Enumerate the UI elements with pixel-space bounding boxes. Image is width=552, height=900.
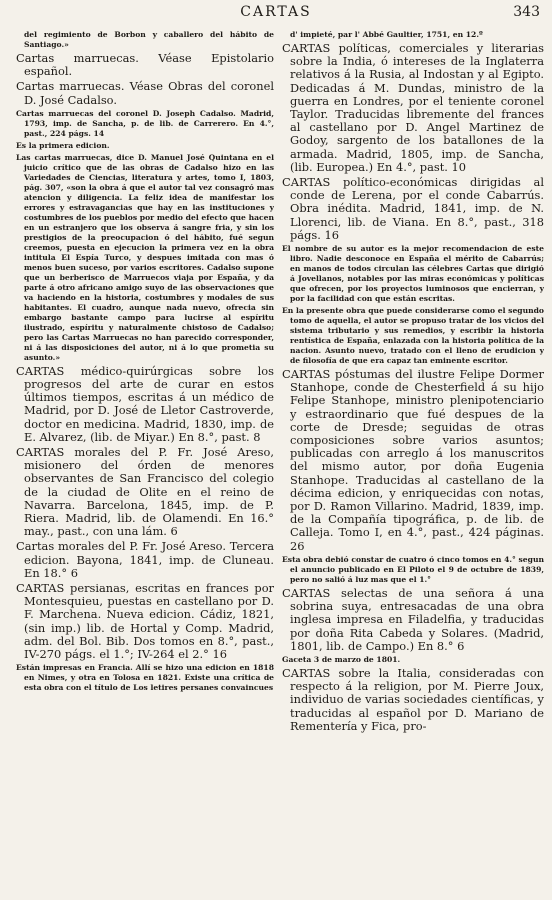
- page-number: 343: [513, 4, 540, 20]
- catalog-entry: CARTAS médico-quirúrgicas sobre los progresos del arte de curar en estos últimos tiempos, escritas á un médico de Madrid, por D. José de Lletor Castroverde, doctor en medicina. Madrid, 1830, imp. de E. Alvarez, (lib. de Miyar.) En 8.°, past. 8: [16, 363, 274, 444]
- left-column: [16, 30, 274, 892]
- catalog-note: Están impresas en Francia. Allí se hizo una edicion en 1818 en Nimes, y otra en Tolosa en 1821. Existe una crítica de esta obra con el título de Los letires persanes convaincues: [16, 663, 274, 693]
- catalog-note: Esta obra debió constar de cuatro ó cinco tomos en 4.° segun el anuncio publicado en El Piloto el 9 de octubre de 1839, pero no salió á luz mas que el 1.°: [282, 554, 544, 584]
- catalog-entry: Cartas marruecas. Véase Epistolario español.: [16, 51, 274, 79]
- catalog-entry: CARTAS políticas, comerciales y literarias sobre la India, ó intereses de la Inglaterra relativos á la Rusia, al Indostan y al Egipto. Dedicadas á M. Dundas, ministro de la guerra en Londres, por el teniente coronel Taylor. Traducidas libremente del frances al castellano por D. Angel Martinez de Godoy, sargento de los batallones de la armada. Madrid, 1805, imp. de Sancha, (lib. Europea.) En 4.°, past. 10: [282, 41, 544, 174]
- catalog-entry: CARTAS morales del P. Fr. José Areso, misionero del órden de menores observantes de San Francisco del colegio de la ciudad de Olite en el reino de Navarra. Barcelona, 1845, imp. de P. Riera. Madrid, lib. de Olamendi. En 16.° may., past., con una lám. 6: [16, 445, 274, 539]
- page-header: [0, 4, 552, 28]
- catalog-note: Es la primera edicion.: [16, 140, 110, 150]
- catalog-entry: Cartas morales del P. Fr. José Areso. Tercera edicion. Bayona, 1841, imp. de Cluneau. En 18.° 6: [16, 539, 274, 580]
- catalog-entry: CARTAS persianas, escritas en frances por Montesquieu, puestas en castellano por D. F. Marchena. Nueva edicion. Cádiz, 1821, (sin imp.) lib. de Hortal y Comp. Madrid, adm. del Bol. Bib. Dos tomos en 8.°, past., IV-270 págs. el 1.°; IV-264 el 2.° 16: [16, 581, 274, 662]
- catalog-note: Gaceta 3 de marzo de 1801.: [282, 654, 401, 664]
- catalog-note: Cartas marruecas del coronel D. Joseph Cadalso. Madrid, 1793, imp. de Sancha, p. de lib. de Carrerero. En 4.°, past., 224 págs. 14: [16, 108, 274, 138]
- catalog-note: El nombre de su autor es la mejor recomendacion de este libro. Nadie desconoce en España el mérito de Cabarrús; en manos de todos circulan las célebres Cartas que dirigió á Jovellanos, notables por las miras económicas y políticas que ofrecen, por los proyectos luminosos que encierran, y por la facilidad con que están escritas.: [282, 244, 544, 304]
- catalog-entry: CARTAS político-económicas dirigidas al conde de Lerena, por el conde Cabarrús. Obra inédita. Madrid, 1841, imp. de N. Llorenci, lib. de Viana. En 8.°, past., 318 págs. 16: [282, 175, 544, 242]
- catalog-entry: CARTAS selectas de una señora á una sobrina suya, entresacadas de una obra inglesa impresa en Filadelfia, y traducidas por doña Rita Cabeda y Solares. (Madrid, 1801, lib. de Campo.) En 8.° 6: [282, 585, 544, 653]
- catalog-entry: del regimiento de Borbon y caballero del hábito de Santiago.»: [24, 30, 274, 49]
- catalog-entry: CARTAS póstumas del ilustre Felipe Dormer Stanhope, conde de Chesterfield á su hijo Felipe Stanhope, ministro plenipotenciario y estraordinario que fué despues de la corte de Dresde; seguidas de otras composiciones sobre varios asuntos; publicadas con arreglo á los manuscritos del mismo autor, por doña Eugenia Stanhope. Traducidas al castellano de la décima edicion, y enriquecidas con notas, por D. Ramon Villarino. Madrid, 1839, imp. de la Compañía tipográfica, p. de lib. de Calleja. Tomo I, en 4.°, past., 424 páginas. 26: [282, 367, 544, 553]
- catalog-entry: CARTAS sobre la Italia, consideradas con respecto á la religion, por M. Pierre Joux, individuo de varias sociedades científicas, y traducidas al español por D. Mariano de Rementería y Fica, pro-: [282, 665, 544, 733]
- catalog-note: Las cartas marruecas, dice D. Manuel José Quintana en el juicio crítico que de las obras de Cadalso hizo en las Variedades de Ciencias, literatura y artes, tomo I, 1803, pág. 307, «son la obra á que el autor tal vez consagró mas atencion y diligencia. La feliz idea de manifestar los errores y estravagancias que hay en las instituciones y costumbres de los pueblos por medio del efecto que hacen en un estranjero que los observa á sangre fria, y sin los prestigios de la preocupacion ó del hábito, fué segun creemos, puesta en ejecucion la primera vez en la obra intitula El Espía Turco, y despues imitada con mas ó menos buen suceso, por varios escritores. Cadalso supone que un berberisco de Marruecos viaja por España, y da parte á otro africano amigo suyo de las observaciones que va haciendo en la historia, costumbres y modales de sus habitantes. El cuadro, aunque nada nuevo, ofrecia sin embargo bastante campo para lucirse al espíritu ilustrado, espíritu y naturalmente chistoso de Cadalso; pero las Cartas Marruecas no han parecido corresponder, ni á las disposiciones del autor, ni á lo que prometia su asunto.»: [16, 152, 274, 362]
- running-title: CARTAS: [240, 4, 312, 20]
- catalog-note: d' impieté, par l' Abbé Gaultier, 1751, en 12.º: [290, 30, 483, 39]
- catalog-note: En la presente obra que puede considerarse como el segundo tomo de aquella, el autor se propuso tratar de los vicios del sistema tributario y sus remedios, y escribir la historia rentística de España, enlazada con la historia política de la nacion. Asunto nuevo, tratado con el lleno de erudicion y de filosofía de que era capaz tan eminente escritor.: [282, 306, 544, 366]
- catalog-entry: Cartas marruecas. Véase Obras del coronel D. José Cadalso.: [16, 79, 274, 107]
- right-column: [282, 30, 544, 892]
